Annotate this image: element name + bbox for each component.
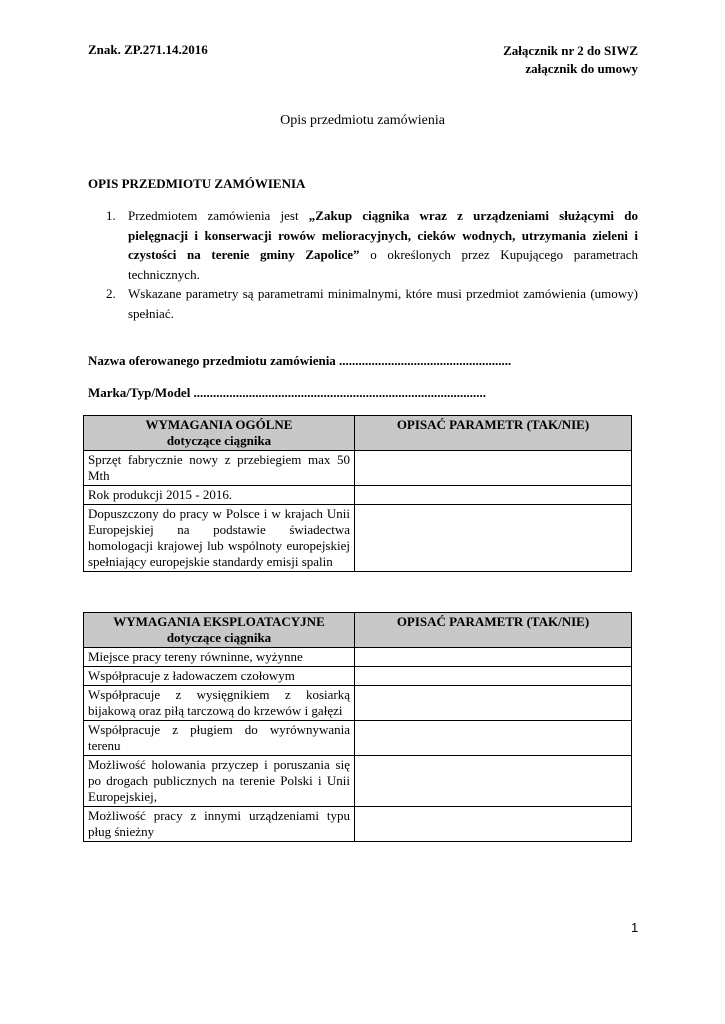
parameter-input-cell[interactable] (355, 505, 632, 572)
brand-model-line: Marka/Typ/Model .......................................................................................... (88, 385, 487, 400)
attachment-line-2: załącznik do umowy (525, 61, 638, 76)
table-row (84, 505, 632, 572)
operational-requirements-table (83, 612, 632, 842)
general-requirements-table (83, 415, 632, 572)
table-header-subtitle: dotyczące ciągnika (166, 433, 272, 448)
parameter-input-cell[interactable] (355, 667, 632, 686)
requirements-list (88, 206, 638, 323)
requirement-cell: Dopuszczony do pracy w Polsce i w krajach Unii Europejskiej na podstawie świadectwa homologacji krajowej lub wspólnoty europejskiej spełniający europejskie standardy emisji spalin (84, 505, 355, 572)
document-title: Opis przedmiotu zamówienia (280, 113, 445, 128)
list-item-text-after: o określonych przez Kupującego parametrach technicznych. (128, 247, 638, 282)
parameter-input-cell[interactable] (355, 686, 632, 721)
table-header-row (84, 416, 632, 451)
table-header-describe: OPISAĆ PARAMETR (TAK/NIE) (355, 416, 632, 451)
table-header-requirements (84, 416, 355, 451)
offered-item-line: Nazwa oferowanego przedmiotu zamówienia ..................................................... (88, 353, 512, 368)
list-item-text-bold: „Zakup ciągnika wraz z urządzeniami służącymi do pielęgnacji i konserwacji rowów melioracyjnych, cieków wodnych, utrzymania zieleni i czystości na terenie gminy Zapolice” (128, 208, 638, 262)
page-number: 1 (631, 920, 639, 935)
requirement-cell: Współpracuje z ładowaczem czołowym (84, 667, 355, 686)
table-row (84, 686, 632, 721)
table-row (84, 486, 632, 505)
table-row (84, 451, 632, 486)
parameter-input-cell[interactable] (355, 486, 632, 505)
section-heading: OPIS PRZEDMIOTU ZAMÓWIENIA (88, 176, 306, 191)
table-header-row (84, 613, 632, 648)
table-header-requirements (84, 613, 355, 648)
table-header-subtitle: dotyczące ciągnika (166, 630, 272, 645)
requirement-cell: Sprzęt fabrycznie nowy z przebiegiem max 50 Mth (84, 451, 355, 486)
reference-number: Znak. ZP.271.14.2016 (88, 42, 208, 57)
table-row (84, 648, 632, 667)
attachment-line-1: Załącznik nr 2 do SIWZ (503, 43, 638, 58)
attachment-label (503, 42, 638, 78)
parameter-input-cell[interactable] (355, 721, 632, 756)
table-header-describe: OPISAĆ PARAMETR (TAK/NIE) (355, 613, 632, 648)
list-item-number: 1. (106, 208, 116, 223)
table-row (84, 721, 632, 756)
parameter-input-cell[interactable] (355, 807, 632, 842)
table-row (84, 807, 632, 842)
list-item-text: Wskazane parametry są parametrami minimalnymi, które musi przedmiot zamówienia (umowy) spełniać. (128, 286, 638, 321)
requirement-cell: Współpracuje z wysięgnikiem z kosiarką bijakową oraz piłą tarczową do krzewów i gałęzi (84, 686, 355, 721)
requirement-cell: Rok produkcji 2015 - 2016. (84, 486, 355, 505)
list-item-text-before: Przedmiotem zamówienia jest (128, 208, 309, 223)
table-header-title: WYMAGANIA OGÓLNE (145, 417, 293, 432)
list-item (88, 284, 638, 323)
table-row (84, 756, 632, 807)
parameter-input-cell[interactable] (355, 451, 632, 486)
parameter-input-cell[interactable] (355, 756, 632, 807)
table-header-title: WYMAGANIA EKSPLOATACYJNE (113, 614, 325, 629)
list-item (88, 206, 638, 284)
parameter-input-cell[interactable] (355, 648, 632, 667)
requirement-cell: Możliwość holowania przyczep i poruszania się po drogach publicznych na terenie Polski i Unii Europejskiej, (84, 756, 355, 807)
requirement-cell: Miejsce pracy tereny równinne, wyżynne (84, 648, 355, 667)
requirement-cell: Możliwość pracy z innymi urządzeniami typu pług śnieżny (84, 807, 355, 842)
table-row (84, 667, 632, 686)
requirement-cell: Współpracuje z pługiem do wyrównywania terenu (84, 721, 355, 756)
list-item-number: 2. (106, 286, 116, 301)
